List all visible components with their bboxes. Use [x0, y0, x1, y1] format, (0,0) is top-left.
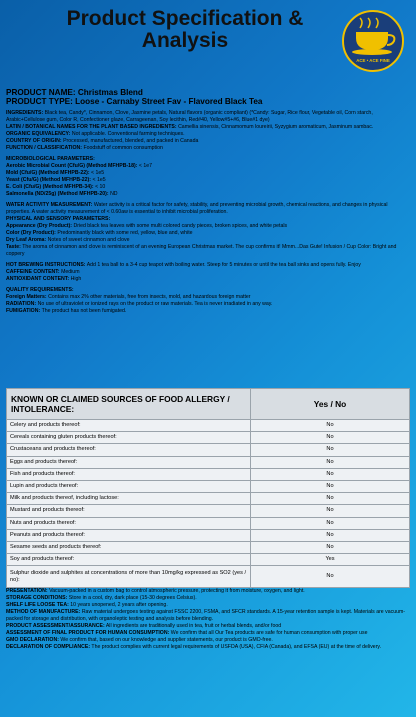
quality-value: The product has not been fumigated.	[41, 308, 127, 314]
declaration-of-compliance	[6, 644, 410, 651]
assessment-label: PRODUCT ASSESSMENT/ASSURANCE:	[6, 623, 105, 629]
allergen-value: No	[251, 420, 410, 432]
latin-label: LATIN / BOTANICAL NAMES FOR THE PLANT BASED INGREDIENTS:	[6, 124, 177, 130]
table-row	[7, 541, 410, 553]
allergen-value: No	[251, 456, 410, 468]
micro-value: < 1e7	[138, 163, 153, 169]
gmo-label: GMO DECLARATION:	[6, 637, 59, 643]
spec-content	[6, 88, 410, 315]
function-text: Foodstuff of common consumption	[83, 145, 163, 151]
compliance-text: The product complies with current legal requirements of USFDA (USA), CFIA (Canada), and EFSA (EU) at the time of delivery.	[91, 644, 382, 650]
micro-value: ND	[110, 191, 118, 197]
ingredients	[6, 110, 410, 124]
ingredients-text: Black tea, Candy*, Cinnamon, Clove, Jasmine petals, Natural flavors (organic compliant) (*Candy: Sugar, Rice flour, Vegetable oil, Corn starch, Arabic+Cellulose gum, Color R, Confectioner glaze, Carrageenan, Soy lecithin, Red#40, Yellow#5+#6, Blue#1 dye)	[6, 110, 373, 123]
gmo-declaration	[6, 637, 410, 644]
organic-text: Not applicable. Conventional farming techniques.	[71, 131, 185, 137]
table-row	[7, 432, 410, 444]
allergen-value: No	[251, 493, 410, 505]
shelf-life	[6, 602, 410, 609]
table-row	[7, 468, 410, 480]
physical-row	[6, 244, 410, 258]
storage-text: Store in a cool, dry, dark place (15-30 degrees Celsius).	[68, 595, 197, 601]
ingredients-label: INGREDIENTS:	[6, 110, 44, 116]
physical-row	[6, 237, 410, 244]
micro-label: Aerobic Microbial Count (Cfu/G) (Method MFHPB-18):	[6, 163, 138, 169]
assessment-text: All ingredients are traditionally used in tea, fruit or herbal blends, and/or food	[105, 623, 282, 629]
allergen-value: No	[251, 517, 410, 529]
table-row	[7, 420, 410, 432]
micro-row	[6, 177, 410, 184]
quality-heading: QUALITY REQUIREMENTS:	[6, 287, 74, 293]
latin-names	[6, 124, 410, 131]
physical-value: Dried black tea leaves with some multi colored candy pieces, broken spices, and white petals	[73, 223, 288, 229]
brewing-instructions	[6, 262, 410, 269]
water-activity	[6, 202, 410, 216]
allergen-name: Soy and products thereof:	[7, 554, 251, 566]
table-row	[7, 517, 410, 529]
table-row	[7, 480, 410, 492]
product-name: Christmas Blend	[77, 88, 143, 97]
organic-label: ORGANIC EQUIVALENCY:	[6, 131, 71, 137]
allergen-value: No	[251, 505, 410, 517]
allergen-value: No	[251, 529, 410, 541]
country-of-origin	[6, 138, 410, 145]
physical-label: Appearance (Dry Product):	[6, 223, 73, 229]
brewing-text: Add 1 tea ball to a 3-4 cup teapot with boiling water. Steep for 5 minutes or until the tea ball sinks and opens fully. Enjoy	[86, 262, 361, 268]
micro-label: Yeast (Cfu/G) (Method MFHPB-22):	[6, 177, 92, 183]
antioxidant-label: ANTIOXIDANT CONTENT:	[6, 276, 70, 282]
quality-value: Contains max 2% other materials, free from insects, mold, and hazardous foreign matter	[48, 294, 251, 300]
quality-label: RADIATION:	[6, 301, 37, 307]
water-text: Water activity is a critical factor for safety, stability, and preventing microbial growth, chemical reactions, and changes in physical properties. A water activity measurement of < 0.60aw is essential to inhibit microbial proliferation.	[6, 202, 388, 215]
quality-value: No use of ultraviolet or ionized rays on the product or raw materials. Tea is never irradiated in any way.	[37, 301, 273, 307]
function-label: FUNCTION / CLASSIFICATION:	[6, 145, 82, 151]
organic-equivalency	[6, 131, 410, 138]
physical-row	[6, 230, 410, 237]
quality-label: FUMIGATION:	[6, 308, 41, 314]
allergen-name: Mustard and products thereof:	[7, 505, 251, 517]
brewing-label: HOT BREWING INSTRUCTIONS:	[6, 262, 86, 268]
product-name-label: PRODUCT NAME:	[6, 88, 76, 97]
brand-logo	[340, 6, 406, 76]
micro-label: Mold (Cfu/G) (Method MFHPB-22):	[6, 170, 90, 176]
allergen-value: No	[251, 541, 410, 553]
physical-heading: PHYSICAL AND SENSORY PARAMETERS:	[6, 216, 111, 222]
physical-label: Taste:	[6, 244, 21, 250]
allergen-name: Crustaceans and products thereof:	[7, 444, 251, 456]
allergen-name: Peanuts and products thereof:	[7, 529, 251, 541]
micro-row	[6, 191, 410, 198]
water-label: WATER ACTIVITY MEASUREMENT:	[6, 202, 93, 208]
product-type: Loose - Carnaby Street Fav - Flavored Black Tea	[75, 97, 263, 106]
product-type-label: PRODUCT TYPE:	[6, 97, 73, 106]
function-classification	[6, 145, 410, 152]
presentation-label: PRESENTATION:	[6, 588, 48, 594]
antioxidant-value: High	[70, 276, 82, 282]
allergy-header-label: KNOWN OR CLAIMED SOURCES OF FOOD ALLERGY / INTOLERANCE:	[7, 389, 251, 420]
product-assessment	[6, 623, 410, 630]
allergen-name: Celery and products thereof:	[7, 420, 251, 432]
micro-row	[6, 184, 410, 191]
allergen-value: No	[251, 566, 410, 588]
table-row	[7, 444, 410, 456]
physical-label: Dry Leaf Aroma:	[6, 237, 47, 243]
allergy-table	[6, 388, 410, 588]
micro-value: < 10	[95, 184, 106, 190]
micro-row	[6, 163, 410, 170]
storage-conditions	[6, 595, 410, 602]
allergen-name: Eggs and products thereof:	[7, 456, 251, 468]
final-text: We confirm that all Our Tea products are safe for human consumption with proper use	[170, 630, 368, 636]
gmo-text: We confirm that, based on our knowledge and supplier statements, our product is GMO-free.	[60, 637, 273, 643]
origin-text: Processed, manufactured, blended, and packed in Canada	[63, 138, 199, 144]
page-title: Product Specification & Analysis	[66, 7, 304, 52]
compliance-label: DECLARATION OF COMPLIANCE:	[6, 644, 91, 650]
quality-row	[6, 308, 410, 315]
antioxidant-content	[6, 276, 410, 283]
table-row	[7, 456, 410, 468]
physical-label: Color (Dry Product):	[6, 230, 56, 236]
table-row	[7, 505, 410, 517]
table-row	[7, 529, 410, 541]
origin-label: COUNTRY OF ORIGIN:	[6, 138, 62, 144]
quality-row	[6, 301, 410, 308]
method-label: METHOD OF MANUFACTURE:	[6, 609, 81, 615]
micro-row	[6, 170, 410, 177]
shelf-label: SHELF LIFE LOOSE TEA:	[6, 602, 69, 608]
allergy-header-value: Yes / No	[251, 389, 410, 420]
logo-text: ACE • ACE FINE	[356, 58, 390, 63]
allergy-header-row	[7, 389, 410, 420]
final-label: ASSESSMENT OF FINAL PRODUCT FOR HUMAN CONSUMPTION:	[6, 630, 170, 636]
quality-row	[6, 294, 410, 301]
allergen-value: No	[251, 432, 410, 444]
latin-text: Camellia sinensis, Cinnamomum loureirii, Syzygium aromaticum, Jasminum sambac.	[178, 124, 374, 130]
presentation	[6, 588, 410, 595]
physical-value: Predominantly black with some red, yellow, blue and, white	[57, 230, 193, 236]
table-row	[7, 493, 410, 505]
allergen-name: Fish and products thereof:	[7, 468, 251, 480]
allergen-name: Lupin and products thereof:	[7, 480, 251, 492]
physical-value: The aroma of cinnamon and clove is reminiscent of an evening European Christmas market. The cup confirms it! Mmm...Das Gute! Infusion / Cup Color: Bright and coppery	[6, 244, 397, 257]
table-row	[7, 554, 410, 566]
caffeine-label: CAFFEINE CONTENT:	[6, 269, 60, 275]
allergen-name: Sesame seeds and products thereof:	[7, 541, 251, 553]
teacup-icon	[340, 6, 406, 76]
micro-label: Salmonella (ND/25g) (Method MFHPB-20):	[6, 191, 109, 197]
allergen-name: Milk and products thereof, including lactose:	[7, 493, 251, 505]
micro-heading: MICROBIOLOGICAL PARAMETERS:	[6, 156, 95, 162]
allergen-value: Yes	[251, 554, 410, 566]
shelf-text: 10 years unopened, 2 years after opening.	[70, 602, 168, 608]
quality-label: Foreign Matters:	[6, 294, 47, 300]
footer-content	[6, 588, 410, 651]
table-row	[7, 566, 410, 588]
presentation-text: Vacuum-packed in a custom bag to control atmospheric pressure, protecting it from moisture, oxygen, and light.	[49, 588, 305, 594]
allergen-value: No	[251, 480, 410, 492]
allergen-value: No	[251, 468, 410, 480]
method-text: Raw material undergoes testing against FSSC 2200, FSMA, and SFCR standards. A 15-year retention sample is kept. Materials are vacuum-packed for storage and distribution, with organoleptic testing and analysis before blending.	[6, 609, 406, 622]
micro-label: E. Coli (Cfu/G) (Method MFHPB-34):	[6, 184, 94, 190]
caffeine-content	[6, 269, 410, 276]
physical-value: Notes of sweet cinnamon and clove	[47, 237, 130, 243]
allergen-name: Sulphur dioxide and sulphites at concentrations of more than 10mg/kg expressed as SO2 (yes / no):	[7, 566, 251, 588]
micro-value: < 1e5	[91, 170, 105, 176]
method-of-manufacture	[6, 609, 410, 623]
caffeine-value: Medium	[61, 269, 80, 275]
micro-value: < 1e5	[92, 177, 106, 183]
physical-row	[6, 223, 410, 230]
storage-label: STORAGE CONDITIONS:	[6, 595, 68, 601]
final-assessment	[6, 630, 410, 637]
allergen-value: No	[251, 444, 410, 456]
allergen-name: Nuts and products thereof:	[7, 517, 251, 529]
allergen-name: Cereals containing gluten products thereof:	[7, 432, 251, 444]
